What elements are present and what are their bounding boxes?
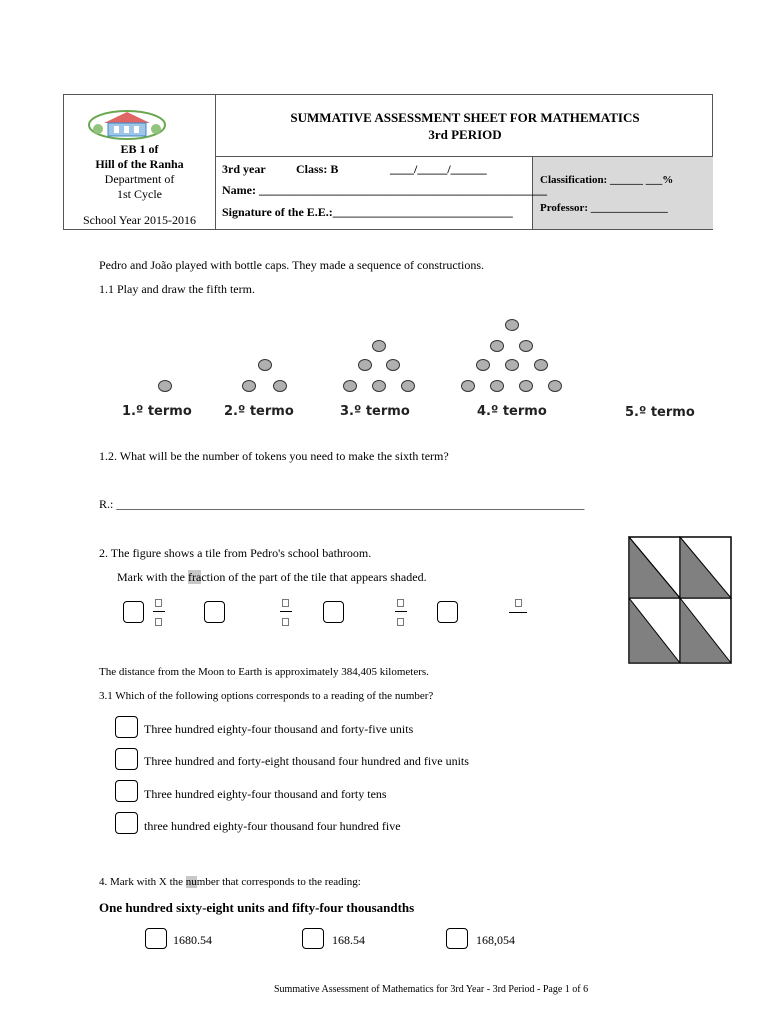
- cap-icon: [505, 359, 519, 371]
- numerator-placeholder-icon: [515, 599, 522, 607]
- classification-field[interactable]: Classification: ______ ___%: [540, 174, 674, 186]
- q4-option-2-checkbox[interactable]: [302, 928, 324, 949]
- q4-reading: One hundred sixty-eight units and fifty-four thousandths: [99, 900, 415, 915]
- cap-icon: [505, 319, 519, 331]
- term-label-4: 4.º termo: [477, 404, 547, 419]
- bottle-caps-sequence-figure: [118, 304, 706, 424]
- fraction-option-2-checkbox[interactable]: [204, 601, 225, 623]
- cap-icon: [548, 380, 562, 392]
- q4-prompt-part2: mber that corresponds to the reading:: [196, 876, 361, 888]
- cap-icon: [158, 380, 172, 392]
- q4-prompt-highlight: nu: [185, 876, 197, 888]
- q3-option-1-label: Three hundred eighty-four thousand and forty-five units: [144, 722, 414, 736]
- signature-field[interactable]: Signature of the E.E.:______________________________: [222, 205, 513, 219]
- q4-option-1-label: 1680.54: [173, 933, 212, 947]
- cap-icon: [372, 380, 386, 392]
- term-label-3: 3.º termo: [340, 404, 410, 419]
- fraction-option-4-checkbox[interactable]: [437, 601, 458, 623]
- fraction-option-1-checkbox[interactable]: [123, 601, 144, 623]
- classification-panel: [532, 157, 713, 229]
- cap-icon: [258, 359, 272, 371]
- cap-icon: [343, 380, 357, 392]
- q3-option-4-checkbox[interactable]: [115, 812, 138, 834]
- cap-icon: [242, 380, 256, 392]
- q2-prompt: 2. The figure shows a tile from Pedro's school bathroom.: [99, 546, 372, 560]
- year-label: 3rd year: [222, 162, 266, 176]
- cap-icon: [519, 380, 533, 392]
- term-label-5: 5.º termo: [625, 405, 695, 420]
- school-name-line2: Hill of the Ranha: [95, 157, 184, 171]
- q2-instruction: [117, 570, 427, 585]
- fraction-bar: [153, 611, 165, 612]
- cap-icon: [461, 380, 475, 392]
- numerator-placeholder-icon: [155, 599, 162, 607]
- cap-icon: [534, 359, 548, 371]
- cap-icon: [273, 380, 287, 392]
- fraction-option-3-checkbox[interactable]: [323, 601, 344, 623]
- page-footer: Summative Assessment of Mathematics for 3rd Year - 3rd Period - Page 1 of 6: [274, 984, 589, 995]
- cap-icon: [372, 340, 386, 352]
- q3-option-3-label: Three hundred eighty-four thousand and forty tens: [144, 787, 387, 801]
- q1-intro: Pedro and João played with bottle caps. They made a sequence of constructions.: [99, 258, 485, 272]
- q3-1-question: 3.1 Which of the following options corresponds to a reading of the number?: [99, 690, 434, 702]
- q1-1-prompt: 1.1 Play and draw the fifth term.: [99, 282, 255, 296]
- q3-intro: The distance from the Moon to Earth is approximately 384,405 kilometers.: [99, 666, 429, 678]
- date-field[interactable]: ____/_____/______: [390, 162, 487, 176]
- department-line1: Department of: [104, 172, 175, 186]
- title-line2: 3rd PERIOD: [428, 127, 502, 142]
- denominator-placeholder-icon: [397, 618, 404, 626]
- q2-instruction-part2: ction of the part of the tile that appears shaded.: [201, 570, 427, 584]
- q4-option-3-checkbox[interactable]: [446, 928, 468, 949]
- cap-icon: [519, 340, 533, 352]
- school-logo-icon: [84, 107, 170, 141]
- q3-option-4-label: three hundred eighty-four thousand four hundred five: [144, 819, 401, 833]
- cap-icon: [401, 380, 415, 392]
- q4-prompt: [99, 875, 361, 889]
- header-table: [63, 94, 713, 230]
- cap-icon: [476, 359, 490, 371]
- q3-option-3-checkbox[interactable]: [115, 780, 138, 802]
- q2-instruction-highlight: fra: [188, 570, 202, 584]
- fraction-bar: [395, 611, 407, 612]
- class-label: Class: B: [296, 162, 339, 176]
- q4-option-3-label: 168,054: [476, 933, 515, 947]
- cap-icon: [386, 359, 400, 371]
- q2-instruction-part1: Mark with the: [117, 570, 188, 584]
- fraction-bar: [280, 611, 292, 612]
- cap-icon: [490, 380, 504, 392]
- q1-2-answer-line[interactable]: R.: ______________________________________________________________________________: [99, 497, 585, 511]
- tile-figure: [628, 536, 732, 664]
- title-line1: SUMMATIVE ASSESSMENT SHEET FOR MATHEMATICS: [290, 110, 640, 125]
- term-label-1: 1.º termo: [122, 404, 192, 419]
- term-label-2: 2.º termo: [224, 404, 294, 419]
- page-title: [216, 109, 714, 143]
- denominator-placeholder-icon: [282, 618, 289, 626]
- denominator-placeholder-icon: [155, 618, 162, 626]
- school-year: School Year 2015-2016: [83, 213, 196, 227]
- name-field[interactable]: Name: ________________________________________________: [222, 183, 547, 197]
- q4-option-2-label: 168.54: [332, 933, 365, 947]
- q4-option-1-checkbox[interactable]: [145, 928, 167, 949]
- cap-icon: [490, 340, 504, 352]
- professor-field[interactable]: Professor: ______________: [540, 202, 668, 214]
- q4-prompt-part1: 4. Mark with X the: [99, 876, 186, 888]
- numerator-placeholder-icon: [282, 599, 289, 607]
- department-line2: 1st Cycle: [117, 187, 162, 201]
- fraction-bar: [509, 612, 527, 613]
- q1-2-prompt: 1.2. What will be the number of tokens you need to make the sixth term?: [99, 449, 449, 463]
- cap-icon: [358, 359, 372, 371]
- q3-option-2-checkbox[interactable]: [115, 748, 138, 770]
- q3-option-1-checkbox[interactable]: [115, 716, 138, 738]
- numerator-placeholder-icon: [397, 599, 404, 607]
- school-name-line1: EB 1 of: [120, 142, 159, 156]
- q3-option-2-label: Three hundred and forty-eight thousand four hundred and five units: [144, 754, 469, 768]
